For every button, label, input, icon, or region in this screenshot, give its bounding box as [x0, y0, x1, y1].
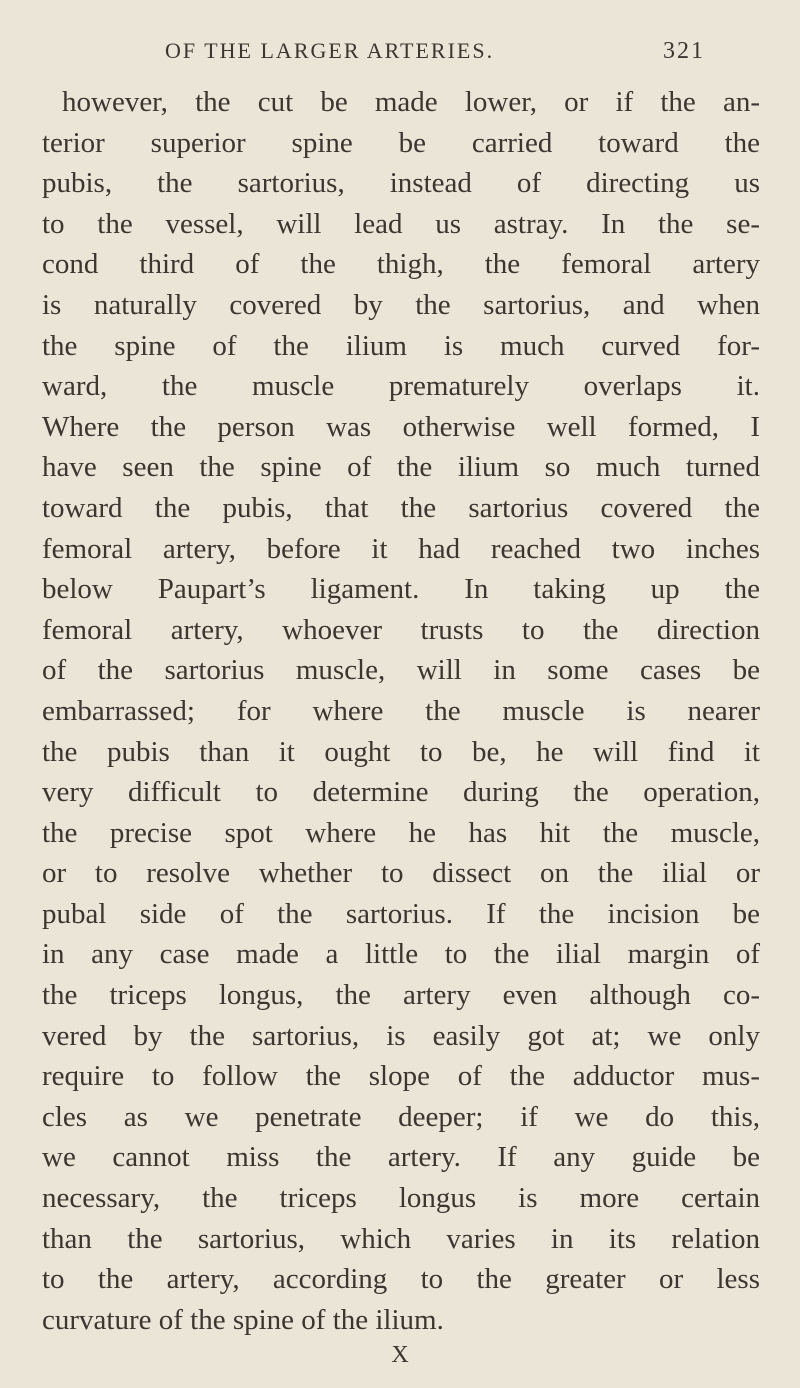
page-number: 321	[663, 38, 705, 64]
text-line: in any case made a little to the ilial margin of	[42, 938, 760, 971]
text-line: pubal side of the sartorius. If the incision be	[42, 897, 760, 930]
text-line: cond third of the thigh, the femoral artery	[42, 248, 760, 281]
text-line: femoral artery, before it had reached two inches	[42, 532, 760, 565]
text-line: vered by the sartorius, is easily got at; we only	[42, 1019, 760, 1052]
text-line: ward, the muscle prematurely overlaps it.	[42, 370, 760, 403]
text-line: is naturally covered by the sartorius, and when	[42, 288, 760, 321]
signature-mark: X	[391, 1342, 409, 1368]
text-line: to the artery, according to the greater or less	[42, 1263, 760, 1296]
text-line: of the sartorius muscle, will in some cases be	[42, 654, 760, 687]
text-line: require to follow the slope of the adductor mus-	[42, 1060, 760, 1093]
text-line: femoral artery, whoever trusts to the direction	[42, 613, 760, 646]
text-line: the precise spot where he has hit the muscle,	[42, 816, 760, 849]
text-line: pubis, the sartorius, instead of directing us	[42, 167, 760, 200]
text-line: have seen the spine of the ilium so much turned	[42, 451, 760, 484]
text-line: embarrassed; for where the muscle is nearer	[42, 694, 760, 727]
text-line: the pubis than it ought to be, he will find it	[42, 735, 760, 768]
body-text	[42, 82, 760, 1340]
text-line: the triceps longus, the artery even although co-	[42, 979, 760, 1012]
text-line: than the sartorius, which varies in its relation	[42, 1222, 760, 1255]
text-line: very difficult to determine during the operation,	[42, 776, 760, 809]
running-title: OF THE LARGER ARTERIES.	[165, 38, 495, 63]
text-line: toward the pubis, that the sartorius covered the	[42, 491, 760, 524]
text-line: terior superior spine be carried toward the	[42, 126, 760, 159]
text-line: Where the person was otherwise well formed, I	[42, 410, 760, 443]
text-line: cles as we penetrate deeper; if we do this,	[42, 1100, 760, 1133]
text-line: or to resolve whether to dissect on the ilial or	[42, 857, 760, 890]
text-line: to the vessel, will lead us astray. In the se-	[42, 207, 760, 240]
text-line: necessary, the triceps longus is more certain	[42, 1182, 760, 1215]
text-line: we cannot miss the artery. If any guide be	[42, 1141, 760, 1174]
text-line: below Paupart’s ligament. In taking up the	[42, 573, 760, 606]
text-line: the spine of the ilium is much curved for-	[42, 329, 760, 362]
running-header	[165, 38, 705, 65]
text-line: however, the cut be made lower, or if the an-	[62, 86, 760, 118]
text-line: curvature of the spine of the ilium.	[42, 1303, 444, 1336]
